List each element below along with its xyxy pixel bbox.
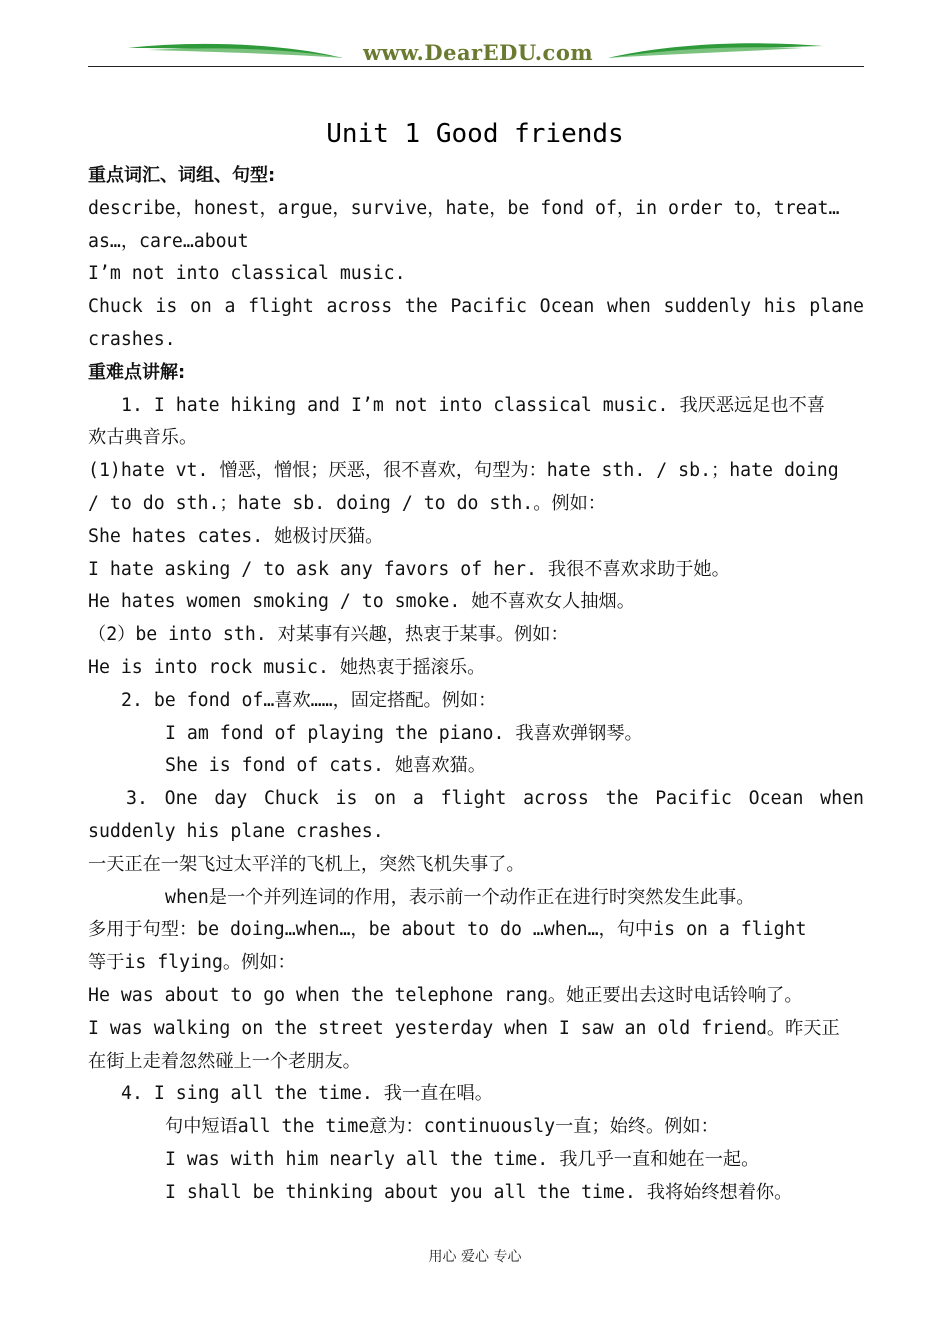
text-line: He hates women smoking / to smoke. 她不喜欢女人抽烟。 (88, 591, 635, 613)
text-line: He is into rock music. 她热衷于摇滚乐。 (88, 656, 486, 678)
text-line: 在街上走着忽然碰上一个老朋友。 (88, 1050, 361, 1072)
site-logo-text[interactable]: www.DearEDU.com (362, 40, 594, 65)
text-line: 2. be fond of…喜欢……，固定搭配。例如： (121, 689, 497, 711)
text-line: I was walking on the street yesterday when I saw an old friend。昨天正 (88, 1017, 840, 1039)
text-line: She hates cates. 她极讨厌猫。 (88, 525, 384, 547)
text-line: I was with him nearly all the time. 我几乎一直和她在一起。 (165, 1148, 760, 1170)
text-line: 1. I hate hiking and I’m not into classical music. 我厌恶远足也不喜 (121, 394, 825, 416)
text-line: 4. I sing all the time. 我一直在唱。 (121, 1083, 493, 1105)
text-line: 多用于句型：be doing…when…，be about to do …when…，句中is on a flight (88, 919, 807, 941)
text-line: I’m not into classical music. (88, 263, 406, 285)
text-line: suddenly his plane crashes. (88, 820, 384, 842)
page-title: Unit 1 Good friends (326, 119, 624, 149)
text-line: describe，honest，argue，survive，hate，be fond of，in order to，treat… (88, 197, 840, 219)
text-line: She is fond of cats. 她喜欢猫。 (165, 755, 486, 777)
text-line: / to do sth.；hate sb. doing / to do sth.。例如： (88, 492, 606, 514)
text-line: I shall be thinking about you all the time. 我将始终想着你。 (165, 1181, 793, 1203)
site-header (88, 36, 864, 70)
text-line: when是一个并列连词的作用，表示前一个动作正在进行时突然发生此事。 (165, 886, 755, 908)
text-line: I hate asking / to ask any favors of her. 我很不喜欢求助于她。 (88, 558, 730, 580)
text-line: as…，care…about (88, 230, 249, 252)
section-heading: 重难点讲解: (88, 361, 186, 383)
header-rule (88, 66, 864, 67)
section-heading: 重点词汇、词组、句型: (88, 165, 276, 186)
text-line: 等于is flying。例如： (88, 952, 296, 974)
text-line: crashes. (88, 328, 176, 350)
page-footer: 用心 爱心 专心 (428, 1249, 522, 1265)
text-line: He was about to go when the telephone rang。她正要出去这时电话铃响了。 (88, 984, 803, 1006)
text-line: I am fond of playing the piano. 我喜欢弹钢琴。 (165, 722, 643, 744)
text-line: Chuck is on a flight across the Pacific Ocean when suddenly his plane (88, 296, 864, 318)
text-line: （2）be into sth. 对某事有兴趣，热衷于某事。例如： (88, 624, 569, 646)
text-line: 一天正在一架飞过太平洋的飞机上，突然飞机失事了。 (88, 853, 525, 875)
text-line: 句中短语all the time意为：continuously一直；始终。例如： (165, 1116, 719, 1138)
document-body (88, 160, 864, 1210)
text-line: (1)hate vt. 憎恶，憎恨；厌恶，很不喜欢，句型为：hate sth. / sb.；hate doing (88, 460, 839, 482)
text-line: 3. One day Chuck is on a flight across the Pacific Ocean when (126, 788, 864, 810)
text-line: 欢古典音乐。 (88, 427, 198, 449)
